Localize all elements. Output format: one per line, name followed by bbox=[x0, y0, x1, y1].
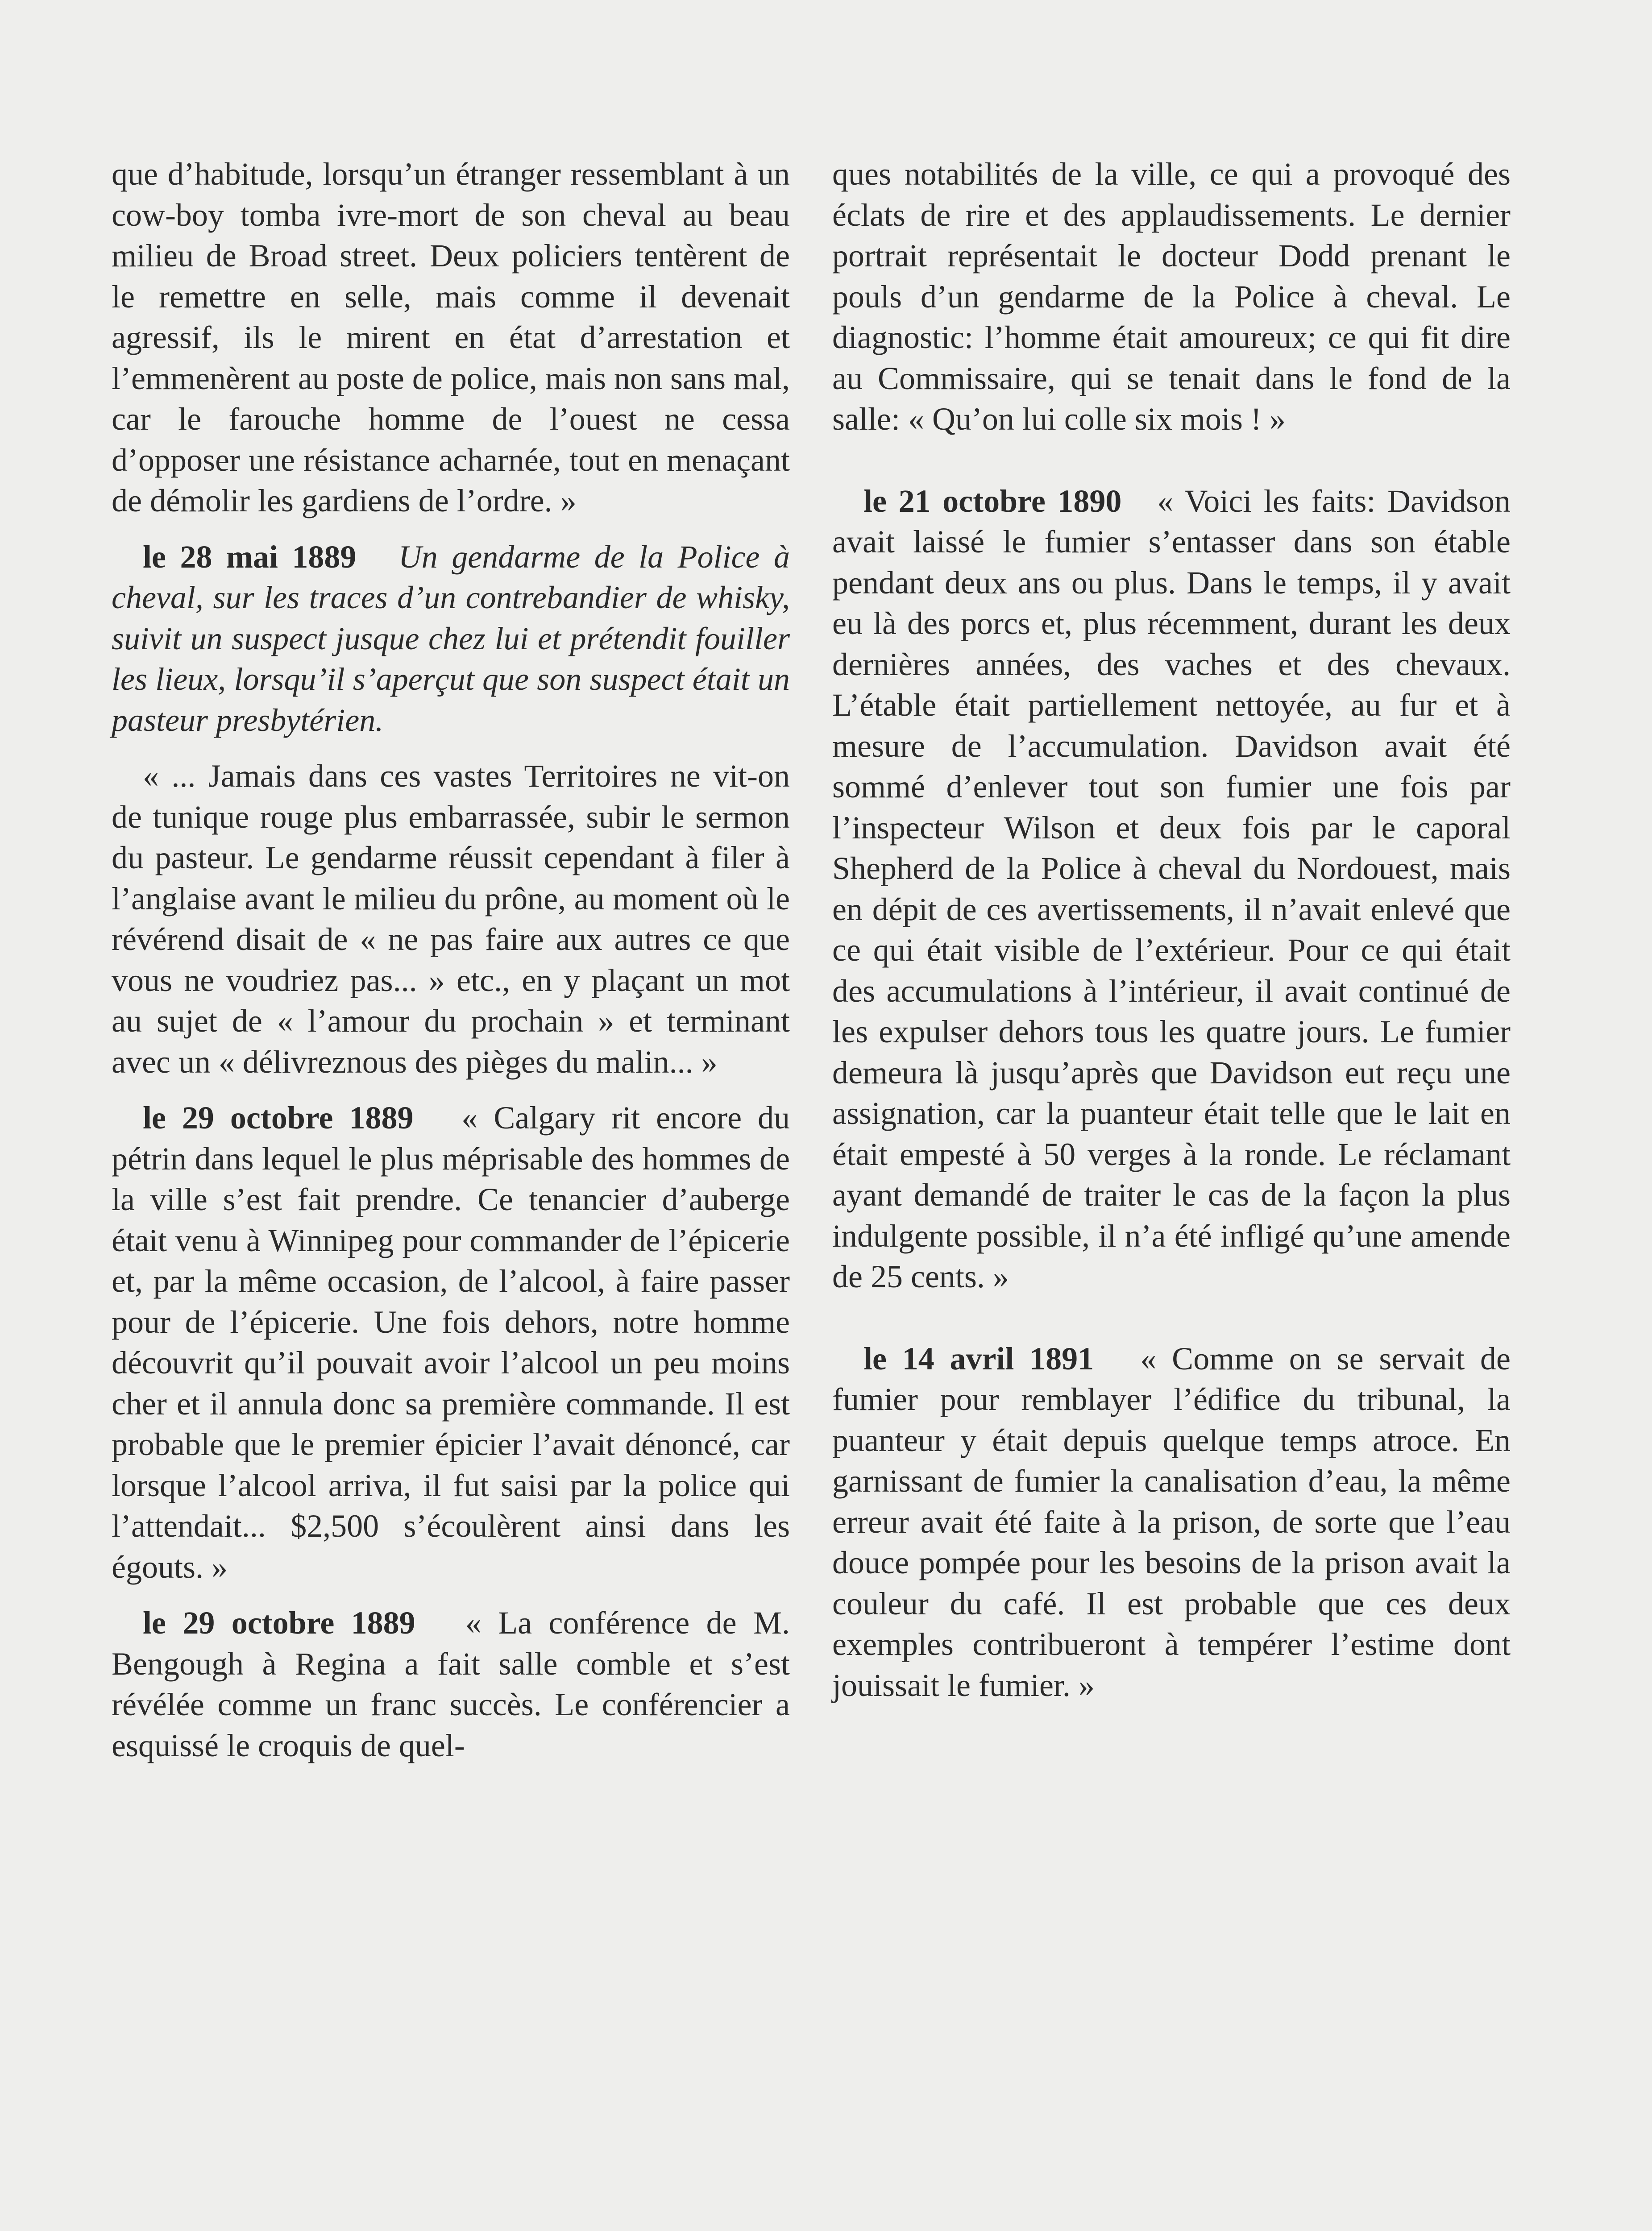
entry-1890-10-21 bbox=[832, 481, 1511, 1298]
entry-text: « La conférence de M. Bengough à Regina a fait salle comble et s’est révélée comme un franc succès. Le conférencier a esquissé le croquis de quel- bbox=[112, 1605, 790, 1763]
left-column bbox=[112, 154, 790, 1766]
entry-date: le 29 octobre 1889 bbox=[143, 1605, 415, 1641]
entry-text: « Calgary rit encore du pétrin dans lequel le plus méprisable des hommes de la ville s’est fait prendre. Ce tenancier d’auberge était venu à Winnipeg pour commander de l’épicerie et, par la même occasion, de l’alcool, à faire passer pour de l’épicerie. Une fois dehors, notre homme découvrit qu’il pouvait avoir l’alcool un peu moins cher et il annula donc sa première commande. Il est probable que le premier épicier l’avait dénoncé, car lorsque l’alcool arriva, il fut saisi par la police qui l’attendait... $2,500 s’écoulèrent ainsi dans les égouts. » bbox=[112, 1100, 790, 1585]
paragraph-continuation: ques notabilités de la ville, ce qui a provoqué des éclats de rire et des applaudissements. Le dernier portrait représentait le docteur Dodd prenant le pouls d’un gendarme de la Police à cheval. Le diagnostic: l’homme était amoureux; ce qui fit dire au Commissaire, qui se tenait dans le fond de la salle: « Qu’on lui colle six mois ! » bbox=[832, 156, 1511, 437]
entry-1891-04-14 bbox=[832, 1339, 1511, 1706]
entry-text: « Comme on se servait de fumier pour remblayer l’édifice du tribunal, la puanteur y était depuis quelque temps atroce. En garnissant de fumier la canalisation d’eau, la même erreur avait été faite à la prison, de sorte que l’eau douce pompée pour les besoins de la prison avait la couleur du café. Il est probable que ces deux exemples contribueront à tempérer l’estime dont jouissait le fumier. » bbox=[832, 1340, 1511, 1703]
entry-1889-10-29-a bbox=[112, 1098, 790, 1588]
entry-date: le 14 avril 1891 bbox=[863, 1340, 1094, 1377]
entry-summary: Un gendarme de la Police à cheval, sur les traces d’un contrebandier de whisky, suivit un suspect jusque chez lui et prétendit fouiller les lieux, lorsqu’il s’aperçut que son suspect était un pasteur presbytérien. bbox=[112, 539, 790, 738]
entry-1889-05-28 bbox=[112, 537, 790, 741]
entry-text: « Voici les faits: Davidson avait laissé le fumier s’entasser dans son étable pendant deux ans ou plus. Dans le temps, il y avait eu là des porcs et, plus récemment, durant les deux dernières années, des vaches et des chevaux. L’étable était partiellement nettoyée, au fur et à mesure de l’accumulation. Davidson avait été sommé d’enlever tout son fumier une fois par l’inspecteur Wilson et deux fois par le caporal Shepherd de la Police à cheval du Nordouest, mais en dépit de ces avertissements, il n’avait enlevé que ce qui était visible de l’extérieur. Pour ce qui était des accumulations à l’intérieur, il avait continué de les expulser dehors tous les quatre jours. Le fumier demeura là jusqu’après que Davidson eut reçu une assignation, car la puanteur était telle que le lait en était empesté à 50 verges à la ronde. Le réclamant ayant demandé de traiter le cas de la façon la plus indulgente possible, il n’a été infligé qu’une amende de 25 cents. » bbox=[832, 483, 1511, 1294]
entry-date: le 28 mai 1889 bbox=[143, 539, 357, 575]
entry-1889-10-29-b bbox=[112, 1603, 790, 1766]
entry-date: le 21 octobre 1890 bbox=[863, 483, 1122, 519]
entry-quote: « ... Jamais dans ces vastes Territoires ne vit-on de tunique rouge plus embarrassée, subir le sermon du pasteur. Le gendarme réussit cependant à filer à l’anglaise avant le milieu du prône, au moment où le révérend disait de « ne pas faire aux autres ce que vous ne voudriez pas... » etc., en y plaçant un mot au sujet de « l’amour du prochain » et terminant avec un « délivreznous des pièges du malin... » bbox=[112, 758, 790, 1080]
entry-date: le 29 octobre 1889 bbox=[143, 1100, 414, 1136]
paragraph-continuation: que d’habitude, lorsqu’un étranger ressemblant à un cow-boy tomba ivre-mort de son cheval au beau milieu de Broad street. Deux policiers tentèrent de le remettre en selle, mais comme il devenait agressif, ils le mirent en état d’arrestation et l’emmenèrent au poste de police, mais non sans mal, car le farouche homme de l’ouest ne cessa d’opposer une résistance acharnée, tout en menaçant de démolir les gardiens de l’ordre. » bbox=[112, 156, 790, 518]
right-column bbox=[832, 154, 1511, 1706]
